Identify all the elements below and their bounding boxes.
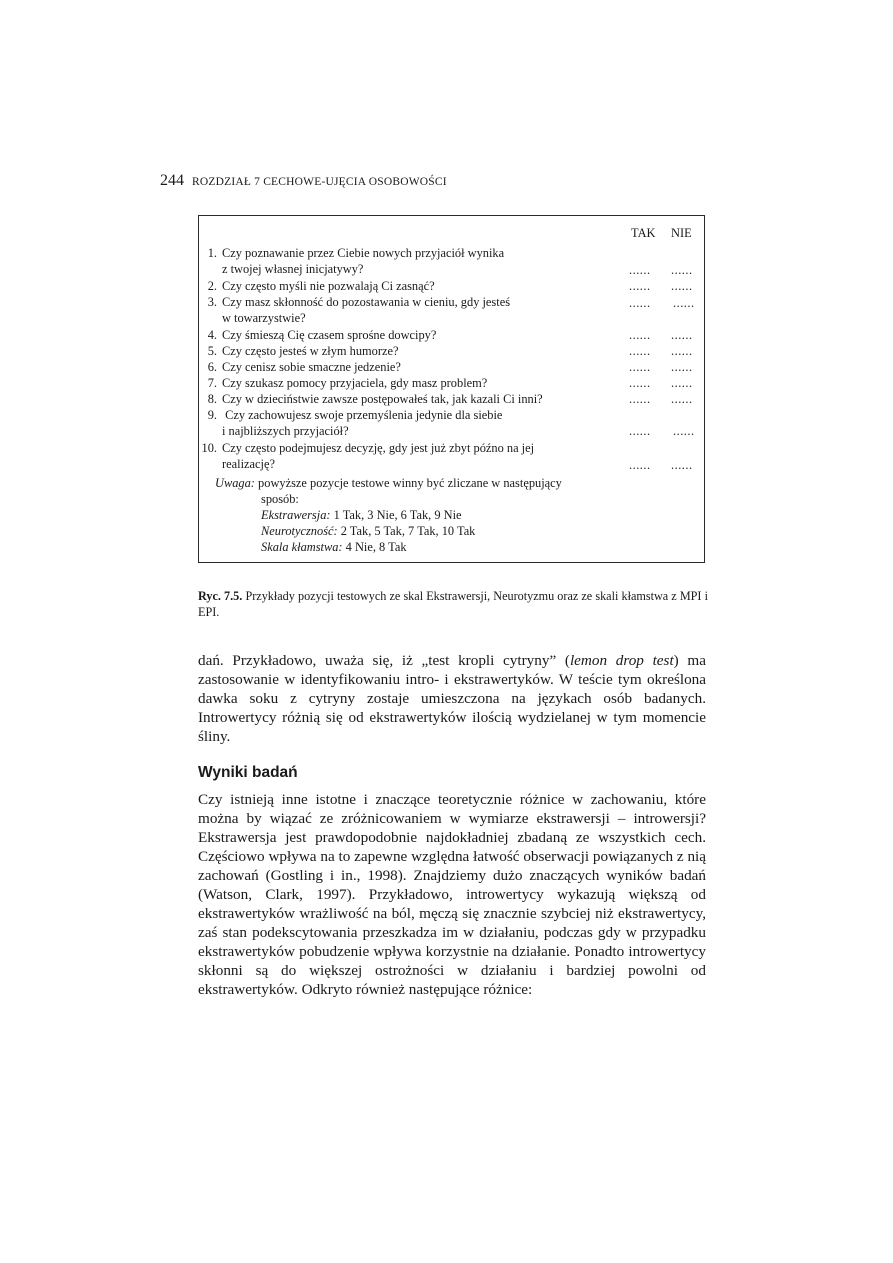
answer-no-blank: ......	[671, 344, 693, 358]
body-paragraph: dań. Przykładowo, uważa się, iż „test kropli cytryny” (lemon drop test) ma zastosowanie w identyfikowaniu intro- i ekstrawertyków. W teście tym określona dawka soku z cytryny zostaje umieszczona na językach osób badanych. Introwertycy różnią się od ekstrawertyków ilością wydzielanej w tym momencie śliny.	[198, 652, 706, 745]
answer-no-blank: ......	[671, 279, 693, 293]
answer-no-blank: ......	[673, 296, 695, 310]
question-item: 1. Czy poznawanie przez Ciebie nowych przyjaciół wynika z twojej własnej inicjatywy?	[207, 246, 505, 276]
question-item: 9. Czy zachowujesz swoje przemyślenia jedynie dla siebie i najbliższych przyjaciół?	[207, 408, 503, 438]
answer-yes-blank: ......	[629, 263, 651, 277]
figure-caption: Ryc. 7.5. Przykłady pozycji testowych ze skal Ekstrawersji, Neurotyzmu oraz ze skali kłamstwa z MPI i EPI.	[198, 589, 708, 619]
answer-yes-blank: ......	[629, 328, 651, 342]
col-header-yes: TAK	[631, 226, 656, 240]
body-paragraph: Czy istnieją inne istotne i znaczące teoretycznie różnice w zachowaniu, które można by wiązać ze zróżnicowaniem w wymiarze ekstrawersji – introwersji? Ekstrawersja jest prawdopodobnie najdokładniej zbadaną ze wszystkich cech. Częściowo wpływa na to zapewne względna łatwość obserwacji powiązanych z nią zachowań (Gostling i in., 1998). Znajdziemy dużo znaczących wyników badań (Watson, Clark, 1997). Przykładowo, introwertycy wykazują większą od ekstrawertyków wrażliwość na ból, męczą się znacznie szybciej niż ekstrawertycy, zaś stan podekscytowania przeszkadza im w działaniu, podczas gdy w przypadku ekstrawertyków pobudzenie wpływa korzystnie na działanie. Ponadto introwertycy skłonni są do większej ostrożności w działaniu i bardziej powolni od ekstrawertyków. Odkryto również następujące różnice:	[198, 791, 706, 998]
question-item: 6. Czy cenisz sobie smaczne jedzenie?	[207, 360, 401, 374]
question-item: 5. Czy często jesteś w złym humorze?	[207, 344, 399, 358]
answer-yes-blank: ......	[629, 344, 651, 358]
section-heading: Wyniki badań	[198, 764, 298, 781]
answer-no-blank: ......	[671, 458, 693, 472]
answer-yes-blank: ......	[629, 360, 651, 374]
questionnaire-box	[198, 215, 705, 563]
answer-yes-blank: ......	[629, 296, 651, 310]
chapter-title: ROZDZIAŁ 7 CECHOWE-UJĘCIA OSOBOWOŚCI	[192, 176, 447, 188]
col-header-no: NIE	[671, 226, 692, 240]
question-item: 10. Czy często podejmujesz decyzję, gdy jest już zbyt późno na jej realizację?	[201, 441, 535, 471]
answer-yes-blank: ......	[629, 424, 651, 438]
answer-no-blank: ......	[671, 328, 693, 342]
question-item: 2. Czy często myśli nie pozwalają Ci zasnąć?	[207, 279, 435, 293]
answer-no-blank: ......	[671, 376, 693, 390]
scoring-line-lie-scale: Skala kłamstwa: 4 Nie, 8 Tak	[261, 540, 407, 554]
answer-no-blank: ......	[671, 392, 693, 406]
answer-yes-blank: ......	[629, 458, 651, 472]
answer-yes-blank: ......	[629, 376, 651, 390]
page-number: 244	[160, 172, 184, 189]
answer-no-blank: ......	[671, 360, 693, 374]
question-item: 4. Czy śmieszą Cię czasem sprośne dowcipy?	[207, 328, 437, 342]
scoring-line-neuroticism: Neurotyczność: 2 Tak, 5 Tak, 7 Tak, 10 Tak	[261, 524, 476, 538]
scoring-note: Uwaga: powyższe pozycje testowe winny być zliczane w następujący sposób: Ekstrawersja: 1 Tak, 3 Nie, 6 Tak, 9 Nie Neurotyczność: 2 Tak, 5 Tak, 7 Tak, 10 Tak Skala kłamstwa: 4 Nie, 8 Tak	[215, 476, 562, 554]
question-item: 8. Czy w dzieciństwie zawsze postępowałeś tak, jak kazali Ci inni?	[207, 392, 543, 406]
answer-no-blank: ......	[673, 424, 695, 438]
question-item: 3. Czy masz skłonność do pozostawania w cieniu, gdy jesteś w towarzystwie?	[207, 295, 511, 325]
answer-no-blank: ......	[671, 263, 693, 277]
question-item: 7. Czy szukasz pomocy przyjaciela, gdy masz problem?	[207, 376, 488, 390]
answer-yes-blank: ......	[629, 392, 651, 406]
scoring-line-extraversion: Ekstrawersja: 1 Tak, 3 Nie, 6 Tak, 9 Nie	[261, 508, 462, 522]
answer-yes-blank: ......	[629, 279, 651, 293]
running-header	[160, 172, 447, 190]
